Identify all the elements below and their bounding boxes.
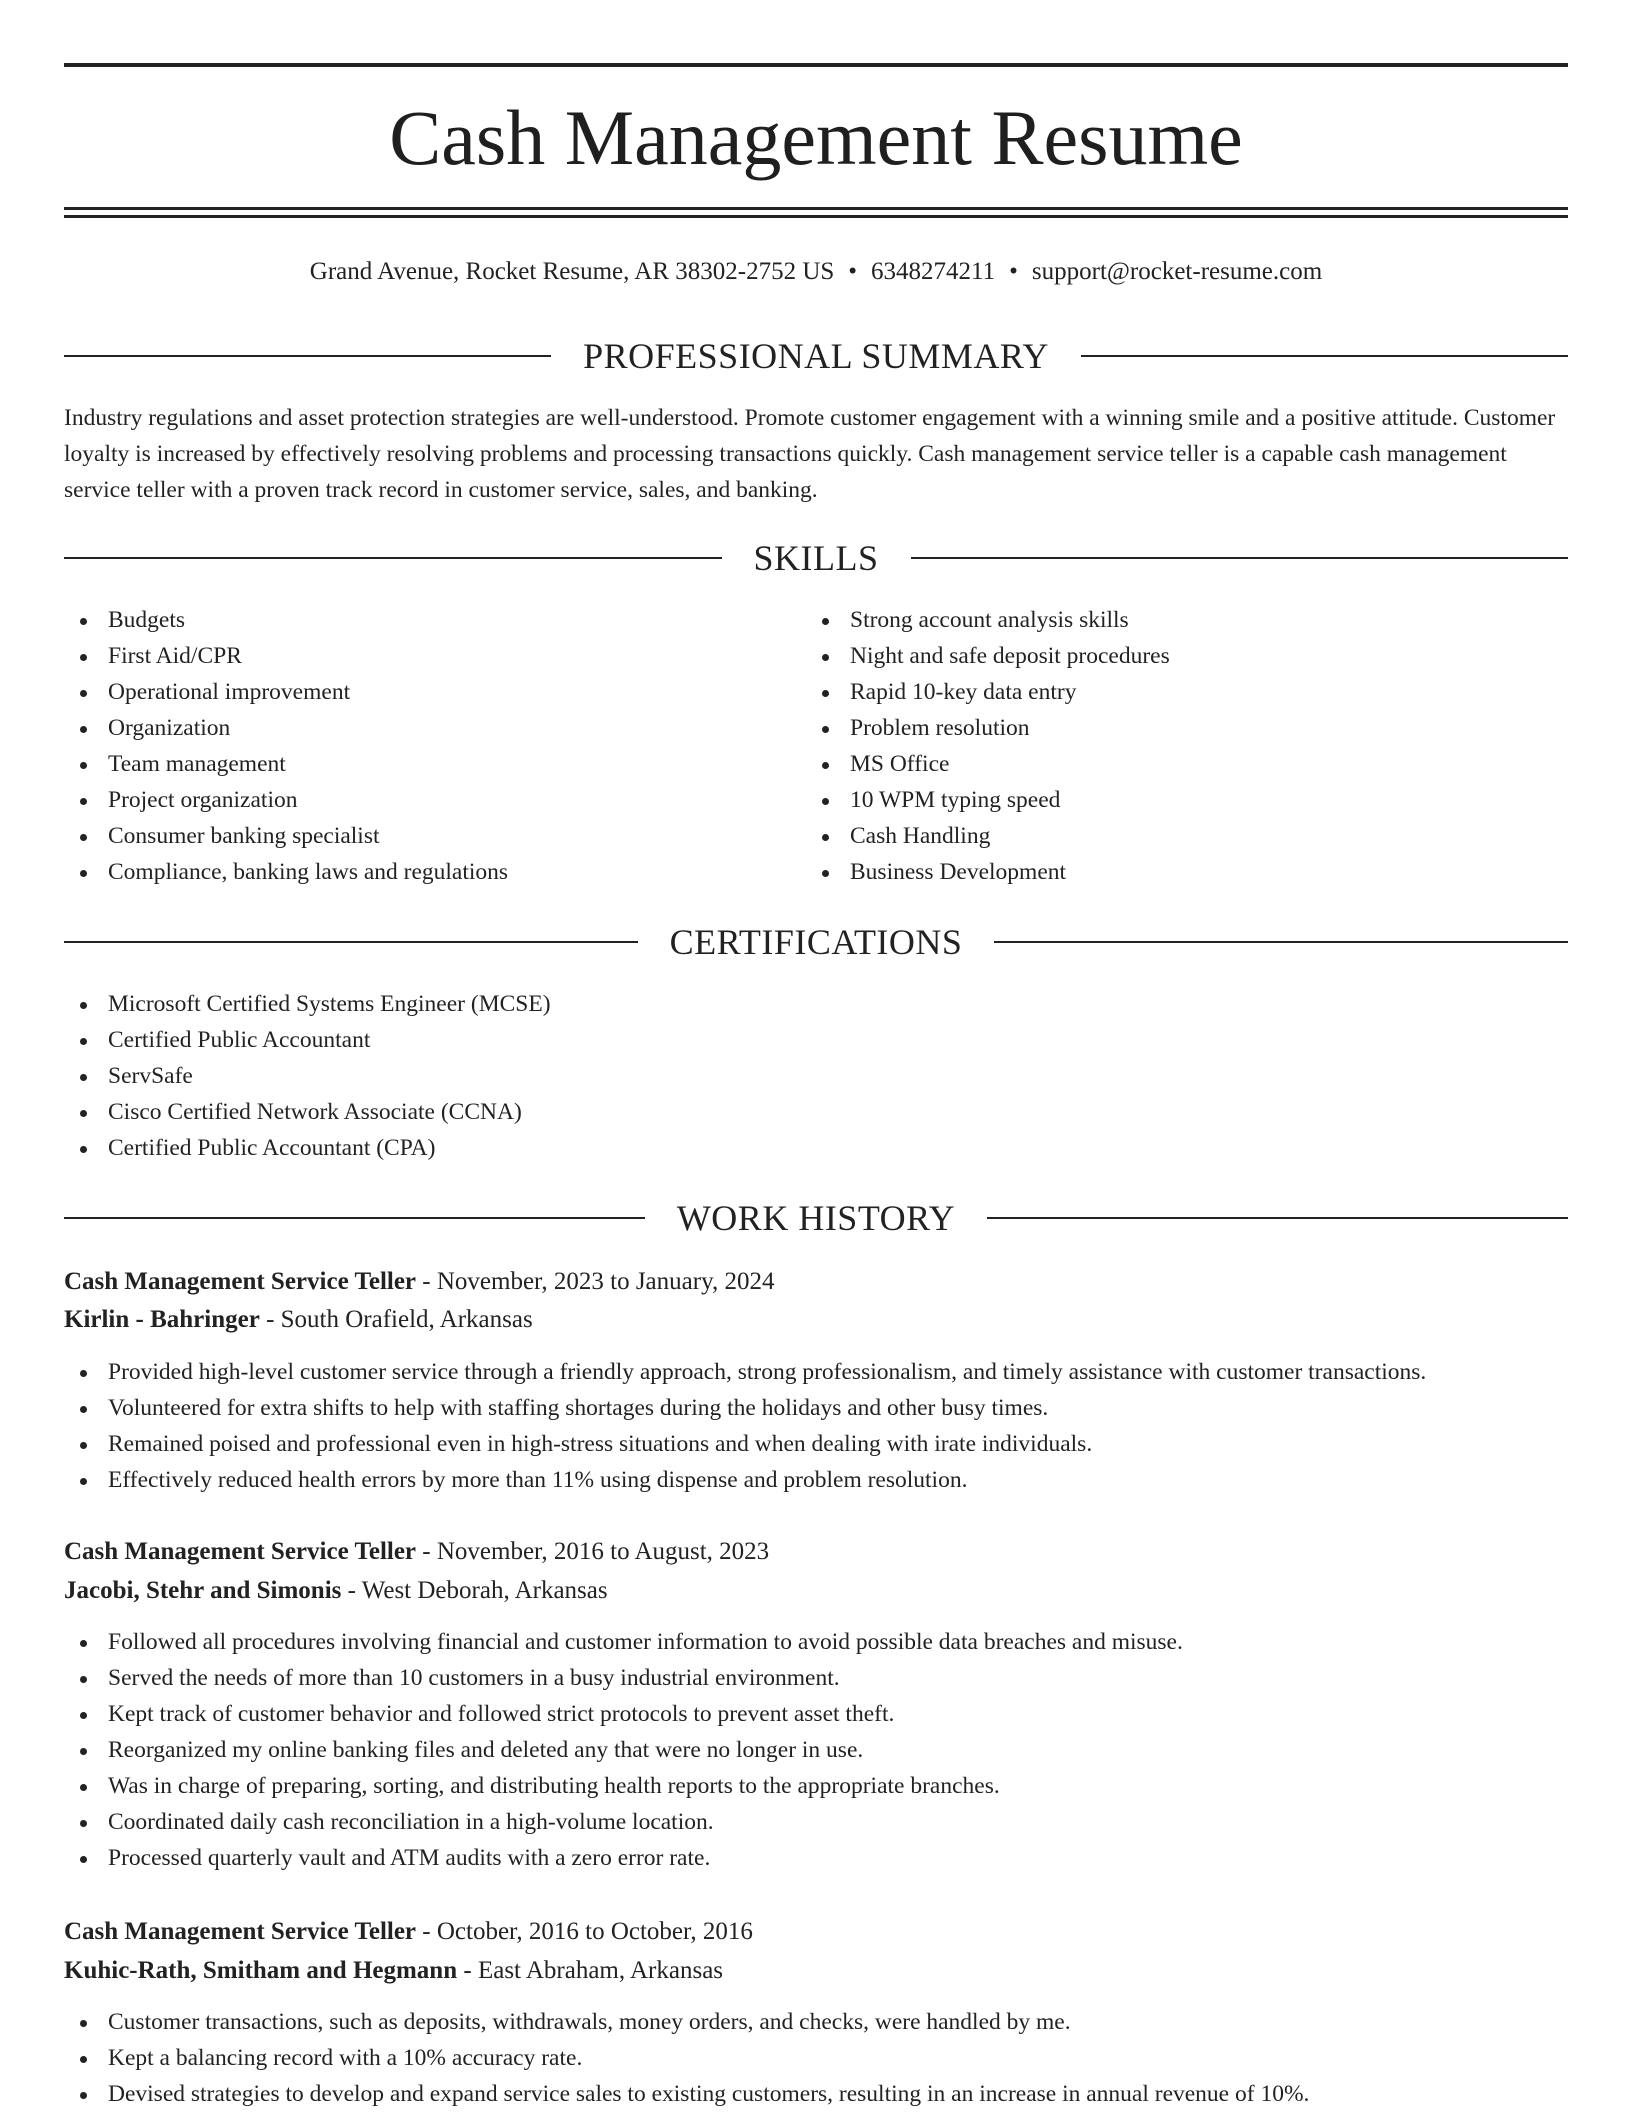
job-bullet-item: Effectively reduced health errors by more than 11% using dispense and problem resolution. xyxy=(64,1462,1426,1498)
heading-rule-right xyxy=(994,941,1568,943)
job-location: - East Abraham, Arkansas xyxy=(463,1957,724,1984)
skill-item: Problem resolution xyxy=(806,710,1170,746)
top-rule xyxy=(64,63,1568,67)
job-bullet-item: Volunteered for extra shifts to help with staffing shortages during the holidays and other busy times. xyxy=(64,1390,1426,1426)
job-bullets xyxy=(64,2004,1309,2112)
heading-rule-left xyxy=(64,1217,645,1219)
certification-item: Microsoft Certified Systems Engineer (MCSE) xyxy=(64,986,551,1022)
contact-phone: 6348274211 xyxy=(871,258,996,285)
certification-item: Cisco Certified Network Associate (CCNA) xyxy=(64,1094,551,1130)
summary-heading-text: PROFESSIONAL SUMMARY xyxy=(583,336,1049,376)
job-bullet-item: Customer transactions, such as deposits, withdrawals, money orders, and checks, were handled by me. xyxy=(64,2004,1309,2040)
job-title-line xyxy=(64,1264,774,1300)
certification-item: Certified Public Accountant xyxy=(64,1022,551,1058)
summary-text: Industry regulations and asset protection strategies are well-understood. Promote customer engagement with a winning smile and a positive attitude. Customer loyalty is increased by effectively resolving problems and processing transactions quickly. Cash management service teller is a capable cash management service teller with a proven track record in customer service, sales, and banking. xyxy=(64,405,1556,503)
skill-item: Night and safe deposit procedures xyxy=(806,638,1170,674)
skill-item: First Aid/CPR xyxy=(64,638,508,674)
job-bullet-item: Reorganized my online banking files and deleted any that were no longer in use. xyxy=(64,1732,1183,1768)
job-company-line xyxy=(64,1953,723,1989)
heading-rule-left xyxy=(64,557,722,559)
skill-item: MS Office xyxy=(806,746,1170,782)
skill-item: Operational improvement xyxy=(64,674,508,710)
job-company-line xyxy=(64,1302,533,1338)
skill-item: Team management xyxy=(64,746,508,782)
certification-item: ServSafe xyxy=(64,1058,551,1094)
certifications-heading-text: CERTIFICATIONS xyxy=(669,922,963,962)
title-rule-upper xyxy=(64,207,1568,210)
contact-separator: • xyxy=(1009,258,1018,285)
contact-address: Grand Avenue, Rocket Resume, AR 38302-2752 US xyxy=(309,258,835,285)
skill-item: Business Development xyxy=(806,854,1170,890)
certification-item: Certified Public Accountant (CPA) xyxy=(64,1130,551,1166)
heading-rule-left xyxy=(64,355,551,357)
work-history-heading-text: WORK HISTORY xyxy=(676,1198,956,1238)
page-title: Cash Management Resume xyxy=(389,94,1243,181)
job-bullet-item: Was in charge of preparing, sorting, and distributing health reports to the appropriate branches. xyxy=(64,1768,1183,1804)
title-rule-lower xyxy=(64,215,1568,218)
job-title: Cash Management Service Teller xyxy=(64,1268,417,1295)
job-bullets xyxy=(64,1354,1426,1498)
skill-item: Organization xyxy=(64,710,508,746)
skill-item: Rapid 10-key data entry xyxy=(806,674,1170,710)
job-bullet-item: Kept a balancing record with a 10% accuracy rate. xyxy=(64,2040,1309,2076)
skill-item: Compliance, banking laws and regulations xyxy=(64,854,508,890)
job-title: Cash Management Service Teller xyxy=(64,1918,417,1945)
work-history-heading xyxy=(64,1196,1568,1240)
job-company: Kuhic-Rath, Smitham and Hegmann xyxy=(64,1957,458,1984)
heading-rule-right xyxy=(911,557,1569,559)
job-bullet-item: Served the needs of more than 10 customers in a busy industrial environment. xyxy=(64,1660,1183,1696)
skills-heading xyxy=(64,536,1568,580)
job-bullet-item: Devised strategies to develop and expand service sales to existing customers, resulting in an increase in annual revenue of 10%. xyxy=(64,2076,1309,2112)
job-bullet-item: Kept track of customer behavior and followed strict protocols to prevent asset theft. xyxy=(64,1696,1183,1732)
skills-list-left xyxy=(64,602,508,890)
certifications-list xyxy=(64,986,551,1166)
heading-rule-right xyxy=(987,1217,1568,1219)
job-bullet-item: Remained poised and professional even in high-stress situations and when dealing with irate individuals. xyxy=(64,1426,1426,1462)
heading-rule-left xyxy=(64,941,638,943)
contact-email: support@rocket-resume.com xyxy=(1031,258,1323,285)
job-company: Kirlin - Bahringer xyxy=(64,1306,260,1333)
contact-line xyxy=(0,256,1632,288)
skill-item: Strong account analysis skills xyxy=(806,602,1170,638)
job-dates: - November, 2016 to August, 2023 xyxy=(422,1538,770,1565)
certifications-heading xyxy=(64,920,1568,964)
job-dates: - November, 2023 to January, 2024 xyxy=(422,1268,775,1295)
contact-separator: • xyxy=(848,258,858,285)
job-dates: - October, 2016 to October, 2016 xyxy=(422,1918,753,1945)
skill-item: Project organization xyxy=(64,782,508,818)
job-bullet-item: Processed quarterly vault and ATM audits with a zero error rate. xyxy=(64,1840,1183,1876)
job-location: - West Deborah, Arkansas xyxy=(347,1577,608,1604)
job-company-line xyxy=(64,1573,608,1609)
job-bullets xyxy=(64,1624,1183,1876)
skills-list-right xyxy=(806,602,1170,890)
job-title-line xyxy=(64,1914,753,1950)
skills-heading-text: SKILLS xyxy=(753,538,879,578)
job-location: - South Orafield, Arkansas xyxy=(266,1306,533,1333)
job-title-line xyxy=(64,1534,769,1570)
skill-item: Budgets xyxy=(64,602,508,638)
job-bullet-item: Provided high-level customer service through a friendly approach, strong professionalism, and timely assistance with customer transactions. xyxy=(64,1354,1426,1390)
job-title: Cash Management Service Teller xyxy=(64,1538,417,1565)
job-bullet-item: Coordinated daily cash reconciliation in a high-volume location. xyxy=(64,1804,1183,1840)
skill-item: 10 WPM typing speed xyxy=(806,782,1170,818)
job-company: Jacobi, Stehr and Simonis xyxy=(64,1577,342,1604)
skill-item: Cash Handling xyxy=(806,818,1170,854)
heading-rule-right xyxy=(1081,355,1568,357)
job-bullet-item: Followed all procedures involving financial and customer information to avoid possible data breaches and misuse. xyxy=(64,1624,1183,1660)
summary-heading xyxy=(64,334,1568,378)
skill-item: Consumer banking specialist xyxy=(64,818,508,854)
